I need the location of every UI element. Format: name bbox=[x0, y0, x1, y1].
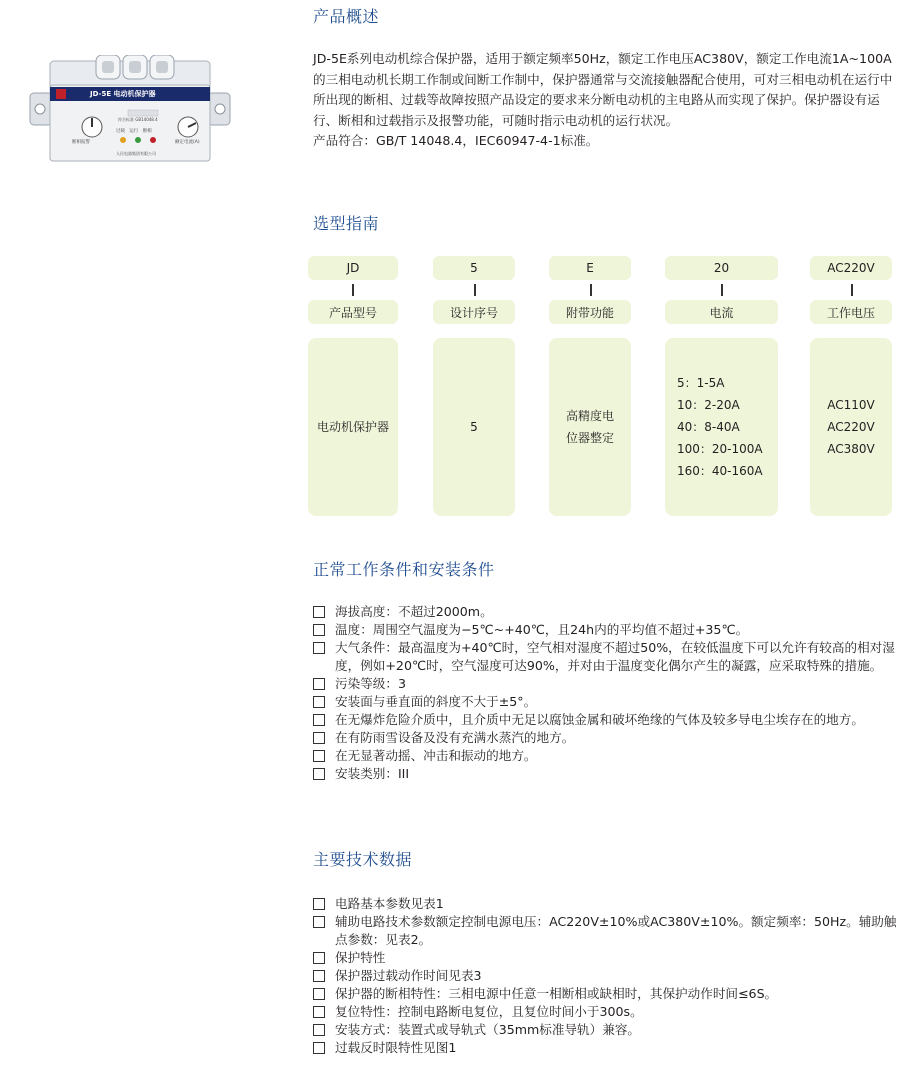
tech-heading: 主要技术数据 bbox=[313, 850, 413, 869]
list-item: 污染等级：3 bbox=[313, 675, 908, 693]
device-led-labels: 过载 运行 断相 bbox=[116, 129, 152, 134]
overview-heading: 产品概述 bbox=[313, 7, 380, 26]
code-box-current: 20 bbox=[665, 256, 778, 280]
checkbox-icon bbox=[313, 696, 325, 708]
name-box-function: 附带功能 bbox=[549, 300, 631, 324]
current-option: 100：20-100A bbox=[677, 442, 763, 456]
tech-list bbox=[313, 895, 908, 1057]
detail-function-line: 高精度电 bbox=[565, 409, 614, 423]
list-item: 保护器的断相特性：三相电源中任意一相断相或缺相时，其保护动作时间≤6S。 bbox=[313, 985, 908, 1003]
detail-box-function bbox=[549, 338, 631, 516]
checkbox-icon bbox=[313, 952, 325, 964]
list-item: 保护特性 bbox=[313, 949, 908, 967]
voltage-option: AC220V bbox=[827, 420, 875, 434]
list-item: 辅助电路技术参数额定控制电源电压：AC220V±10%或AC380V±10%。额定频率：50Hz。辅助触点参数：见表2。 bbox=[313, 913, 908, 949]
connector-line bbox=[352, 284, 354, 296]
list-item: 安装类别：III bbox=[313, 765, 908, 783]
conditions-list bbox=[313, 603, 908, 783]
voltage-option: AC110V bbox=[827, 398, 875, 412]
detail-box-current bbox=[665, 338, 778, 516]
checkbox-icon bbox=[313, 624, 325, 636]
checkbox-icon bbox=[313, 606, 325, 618]
checkbox-icon bbox=[313, 1006, 325, 1018]
list-item: 在有防雨雪设备及没有充满水蒸汽的地方。 bbox=[313, 729, 908, 747]
checkbox-icon bbox=[313, 750, 325, 762]
voltage-option: AC380V bbox=[827, 442, 875, 456]
name-box-voltage: 工作电压 bbox=[810, 300, 892, 324]
list-item: 在无显著动摇、冲击和振动的地方。 bbox=[313, 747, 908, 765]
checkbox-icon bbox=[313, 678, 325, 690]
device-right-dial-label: 额定电流(A) bbox=[175, 140, 200, 145]
checkbox-icon bbox=[313, 1042, 325, 1054]
list-item: 温度：周围空气温度为−5℃~+40℃，且24h内的平均值不超过+35℃。 bbox=[313, 621, 908, 639]
checkbox-icon bbox=[313, 916, 325, 928]
code-box-model: JD bbox=[308, 256, 398, 280]
connector-line bbox=[851, 284, 853, 296]
device-label: JD-5E 电动机保护器 bbox=[90, 90, 156, 98]
name-box-current: 电流 bbox=[665, 300, 778, 324]
detail-model: 电动机保护器 bbox=[316, 420, 389, 434]
checkbox-icon bbox=[313, 970, 325, 982]
connector-line bbox=[474, 284, 476, 296]
checkbox-icon bbox=[313, 714, 325, 726]
current-option: 5：1-5A bbox=[677, 376, 725, 390]
list-item: 保护器过载动作时间见表3 bbox=[313, 967, 908, 985]
list-item: 海拔高度：不超过2000m。 bbox=[313, 603, 908, 621]
checkbox-icon bbox=[313, 732, 325, 744]
guide-heading: 选型指南 bbox=[313, 214, 380, 233]
list-item: 复位特性：控制电路断电复位，且复位时间小于300s。 bbox=[313, 1003, 908, 1021]
overview-paragraph: JD-5E系列电动机综合保护器，适用于额定频率50Hz，额定工作电压AC380V，额定工作电流1A~100A的三相电动机长期工作制或间断工作制中，保护器通常与交流接触器配合使用，可对三相电动机在运行中所出现的断相、过载等故障按照产品设定的要求来分断电动机的主电路从而实现了保护。保护器设有运行、断相和过载指示及报警功能，可随时指示电动机的运行状况。 bbox=[313, 51, 893, 128]
product-image bbox=[28, 55, 233, 165]
list-item: 安装面与垂直面的斜度不大于±5°。 bbox=[313, 693, 908, 711]
list-item: 电路基本参数见表1 bbox=[313, 895, 908, 913]
list-item: 大气条件：最高温度为+40℃时，空气相对湿度不超过50%，在较低温度下可以允许有较高的相对湿度，例如+20℃时，空气湿度可达90%，并对由于温度变化偶尔产生的凝露，应采取特殊的措施。 bbox=[313, 639, 908, 675]
code-box-serial: 5 bbox=[433, 256, 515, 280]
current-option: 160：40-160A bbox=[677, 464, 763, 478]
list-item: 过载反时限特性见图1 bbox=[313, 1039, 908, 1057]
detail-box-voltage bbox=[810, 338, 892, 516]
checkbox-icon bbox=[313, 1024, 325, 1036]
name-box-model: 产品型号 bbox=[308, 300, 398, 324]
name-box-serial: 设计序号 bbox=[433, 300, 515, 324]
checkbox-icon bbox=[313, 898, 325, 910]
connector-line bbox=[721, 284, 723, 296]
device-standard: 符合标准 GB14048.4 bbox=[118, 117, 158, 122]
motor-protector-illustration bbox=[28, 55, 233, 165]
checkbox-icon bbox=[313, 642, 325, 654]
list-item: 安装方式：装置式或导轨式（35mm标准导轨）兼容。 bbox=[313, 1021, 908, 1039]
list-item: 在无爆炸危险介质中，且介质中无足以腐蚀金属和破坏绝缘的气体及较多导电尘埃存在的地方。 bbox=[313, 711, 908, 729]
conditions-heading: 正常工作条件和安装条件 bbox=[313, 560, 495, 579]
connector-line bbox=[590, 284, 592, 296]
code-box-function: E bbox=[549, 256, 631, 280]
code-box-voltage: AC220V bbox=[810, 256, 892, 280]
overview-standard: 产品符合：GB/T 14048.4，IEC60947-4-1标准。 bbox=[313, 133, 599, 148]
detail-box-serial bbox=[433, 338, 515, 516]
current-option: 40：8-40A bbox=[677, 420, 740, 434]
detail-box-model bbox=[308, 338, 398, 516]
detail-function-line: 位器整定 bbox=[565, 431, 614, 445]
device-maker: 人民电器集团有限公司 bbox=[116, 151, 156, 156]
checkbox-icon bbox=[313, 988, 325, 1000]
current-option: 10：2-20A bbox=[677, 398, 740, 412]
detail-serial: 5 bbox=[470, 420, 478, 434]
device-left-dial-label: 断相报警 bbox=[72, 140, 90, 145]
overview-text bbox=[313, 49, 903, 152]
checkbox-icon bbox=[313, 768, 325, 780]
